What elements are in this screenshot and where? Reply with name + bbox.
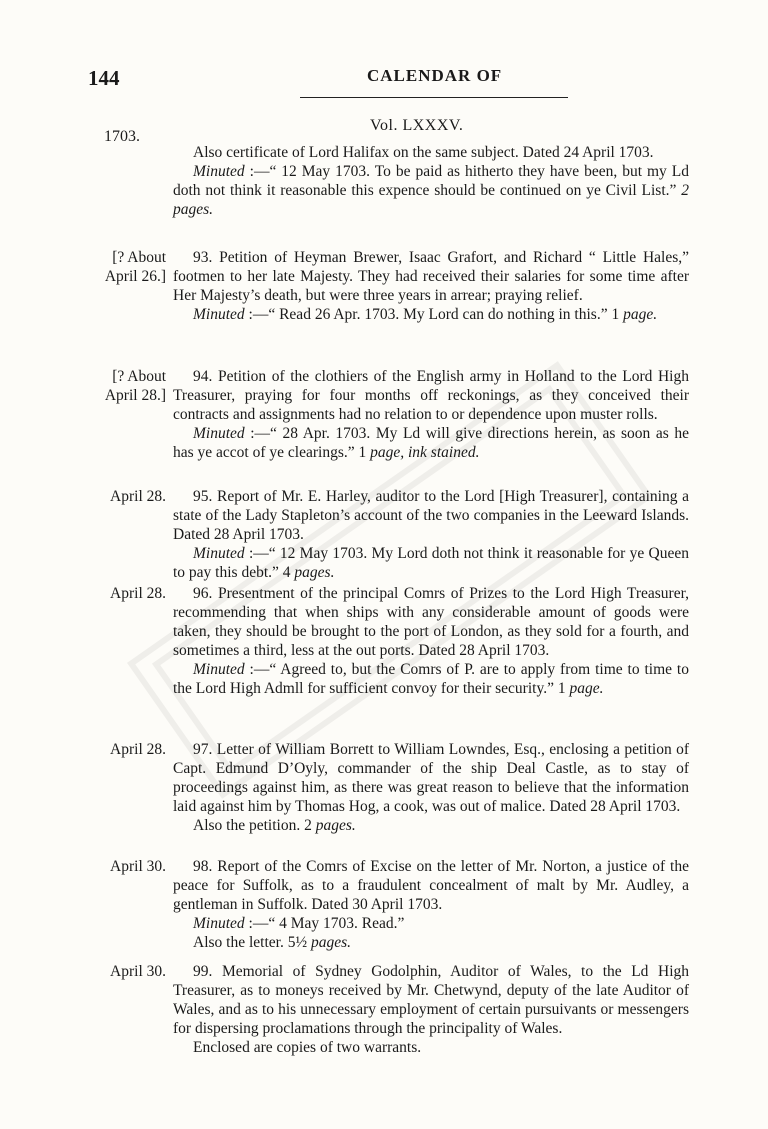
entry-date: April 28. [110, 741, 166, 758]
minute-paragraph: Minuted :—“ Read 26 Apr. 1703. My Lord can do nothing in this.” 1 page. [193, 306, 658, 323]
minute-paragraph: Minuted :—“ 28 Apr. 1703. My Ld will give directions herein, as soon as he has ye accot of ye clearings.” 1 page, ink stained. [173, 425, 689, 461]
entry-date: April 30. [110, 963, 166, 980]
header-rule [300, 97, 568, 98]
year-margin-note: 1703. [104, 128, 140, 145]
enclosure-note: Also the petition. 2 pages. [193, 817, 356, 834]
entry-paragraph: 97. Letter of William Borrett to William Lowndes, Esq., enclosing a petition of Capt. Edmund D’Oyly, commander of the ship Deal Castle, as to stay of proceedings against him, as there was great reason to believe that the information laid against him by Thomas Hog, a cook, was out of malice. Dated 28 April 1703. [173, 741, 689, 815]
minute-paragraph: Minuted :—“ 12 May 1703. To be paid as hitherto they have been, but my Ld doth not think it reasonable this expence should be continued on ye Civil List.” 2 pages. [173, 163, 689, 218]
entry-paragraph: 96. Presentment of the principal Comrs of Prizes to the Lord High Treasurer, recommending that when ships with any considerable amount of goods were taken, they should be brought to the port of London, as they sold for a fourth, and sometimes a third, less at the out ports. Dated 28 April 1703. [173, 585, 689, 659]
running-head: CALENDAR OF [367, 66, 503, 85]
minute-paragraph: Minuted :—“ 12 May 1703. My Lord doth not think it reasonable for ye Queen to pay this debt.” 4 pages. [173, 545, 689, 581]
entry-paragraph: 95. Report of Mr. E. Harley, auditor to the Lord [High Treasurer], containing a state of the Lady Stapleton’s account of the two companies in the Leeward Islands. Dated 28 April 1703. [173, 488, 689, 543]
minute-paragraph: Minuted :—“ Agreed to, but the Comrs of P. are to apply from time to time to the Lord High Admll for sufficient convoy for their security.” 1 page. [173, 661, 689, 697]
entry-94 [173, 367, 689, 462]
minute-paragraph: Minuted :—“ 4 May 1703. Read.” [193, 915, 405, 932]
entry-98 [173, 857, 689, 952]
entry-96 [173, 584, 689, 698]
entry-paragraph: 94. Petition of the clothiers of the English army in Holland to the Lord High Treasurer, praying for four months off reckonings, as they conceived their contracts and assignments had no relation to or dependence upon muster rolls. [173, 368, 689, 423]
entry-date: [? About April 26.] [104, 249, 166, 285]
entry-97 [173, 740, 689, 835]
entry-93 [173, 248, 689, 324]
entry-paragraph: 98. Report of the Comrs of Excise on the letter of Mr. Norton, a justice of the peace for Suffolk, as to a fraudulent concealment of malt by Mr. Audley, a gentleman in Suffolk. Dated 30 April 1703. [173, 858, 689, 913]
volume-heading: Vol. LXXXV. [370, 117, 464, 134]
entry-date: April 28. [110, 585, 166, 602]
entry-date: [? About April 28.] [104, 368, 166, 404]
entry-paragraph: Also certificate of Lord Halifax on the same subject. Dated 24 April 1703. [193, 144, 654, 161]
page-number: 144 [88, 66, 120, 90]
entry-95 [173, 487, 689, 582]
entry-paragraph: 99. Memorial of Sydney Godolphin, Auditor of Wales, to the Ld High Treasurer, as to moneys received by Mr. Chetwynd, deputy of the late Auditor of Wales, and as to his unnecessary employment of certain pursuivants or messengers for dispersing proclamations through the principality of Wales. [173, 963, 689, 1037]
enclosure-note: Also the letter. 5½ pages. [193, 934, 351, 951]
entry-date: April 28. [110, 488, 166, 505]
entry-99 [173, 962, 689, 1057]
enclosure-note: Enclosed are copies of two warrants. [193, 1039, 422, 1056]
entry-continuation [173, 143, 689, 219]
entry-date: April 30. [110, 858, 166, 875]
entry-paragraph: 93. Petition of Heyman Brewer, Isaac Grafort, and Richard “ Little Hales,” footmen to her late Majesty. They had received their salaries for some time after Her Majesty’s death, but were three years in arrear; praying relief. [173, 249, 689, 304]
